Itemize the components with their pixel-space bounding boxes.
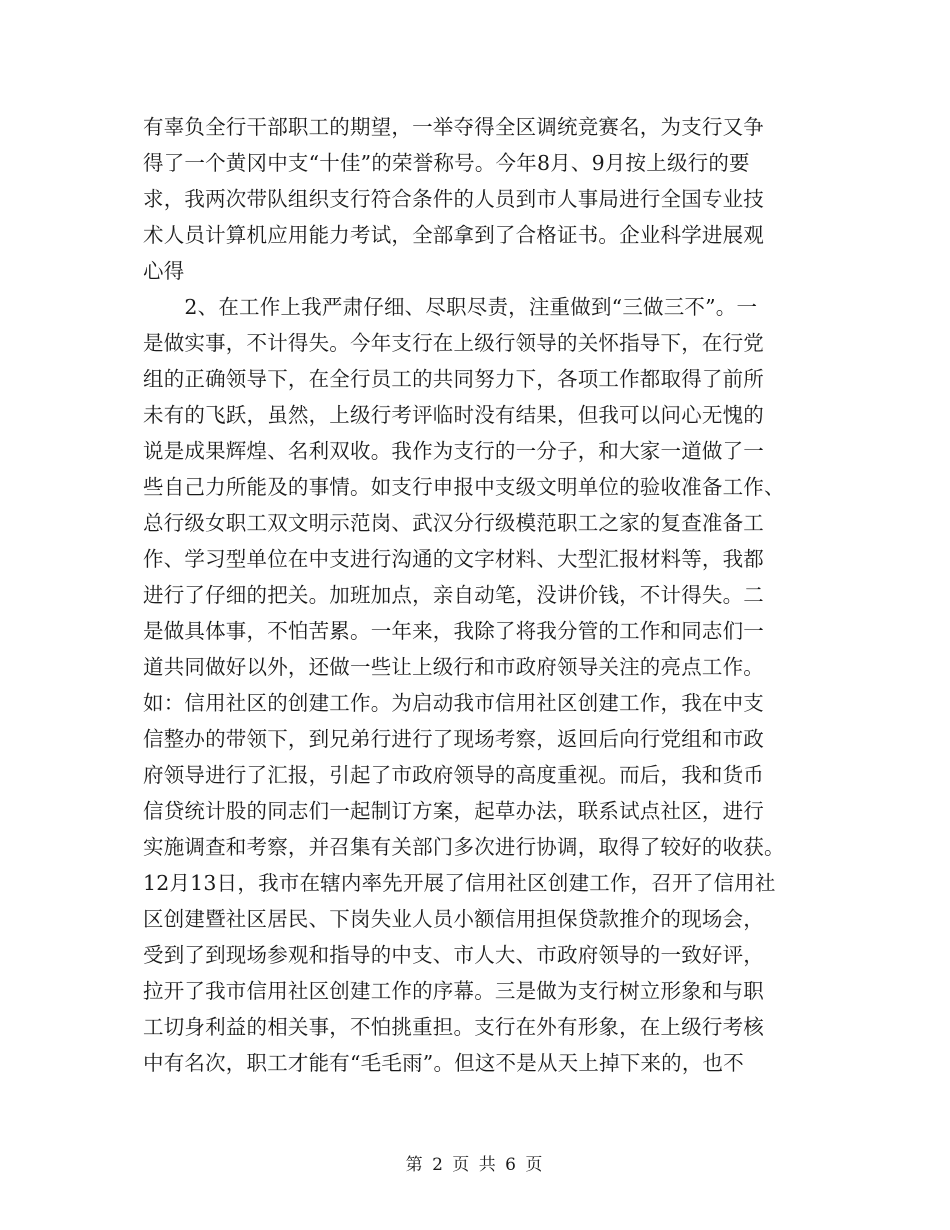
body-line: 说是成果辉煌、名利双收。我作为支行的一分子，和大家一道做了一 bbox=[143, 439, 764, 463]
body-line: 术人员计算机应用能力考试，全部拿到了合格证书。企业科学进展观 bbox=[143, 223, 764, 247]
body-line: 工切身利益的相关事，不怕挑重担。支行在外有形象，在上级行考核 bbox=[143, 1015, 764, 1039]
body-line: 是做具体事，不怕苦累。一年来，我除了将我分管的工作和同志们一 bbox=[143, 619, 764, 643]
body-line: 总行级女职工双文明示范岗、武汉分行级模范职工之家的复查准备工 bbox=[143, 511, 764, 535]
body-line: 受到了到现场参观和指导的中支、市人大、市政府领导的一致好评， bbox=[143, 943, 764, 967]
body-line: 2、在工作上我严肃仔细、尽职尽责，注重做到“三做三不”。一 bbox=[143, 295, 758, 319]
body-line: 拉开了我市信用社区创建工作的序幕。三是做为支行树立形象和与职 bbox=[143, 979, 764, 1003]
body-line: 作、学习型单位在中支进行沟通的文字材料、大型汇报材料等，我都 bbox=[143, 547, 764, 571]
body-line: 府领导进行了汇报，引起了市政府领导的高度重视。而后，我和货币 bbox=[143, 763, 764, 787]
body-line: 进行了仔细的把关。加班加点，亲自动笔，没讲价钱，不计得失。二 bbox=[143, 583, 764, 607]
body-line: 实施调查和考察，并召集有关部门多次进行协调，取得了较好的收获。 bbox=[143, 835, 785, 859]
body-line: 区创建暨社区居民、下岗失业人员小额信用担保贷款推介的现场会， bbox=[143, 907, 764, 931]
body-line: 组的正确领导下，在全行员工的共同努力下，各项工作都取得了前所 bbox=[143, 367, 764, 391]
body-line: 有辜负全行干部职工的期望，一举夺得全区调统竞赛名，为支行又争 bbox=[143, 115, 764, 139]
page-number-footer: 第 2 页 共 6 页 bbox=[405, 1155, 545, 1175]
body-line: 如：信用社区的创建工作。为启动我市信用社区创建工作，我在中支 bbox=[143, 691, 764, 715]
body-line: 心得 bbox=[143, 259, 185, 283]
body-line: 是做实事，不计得失。今年支行在上级行领导的关怀指导下，在行党 bbox=[143, 331, 764, 355]
body-line: 未有的飞跃，虽然，上级行考评临时没有结果，但我可以问心无愧的 bbox=[143, 403, 764, 427]
body-line: 求，我两次带队组织支行符合条件的人员到市人事局进行全国专业技 bbox=[143, 187, 764, 211]
body-line: 12月13日，我市在辖内率先开展了信用社区创建工作，召开了信用社 bbox=[143, 871, 776, 895]
body-line: 些自己力所能及的事情。如支行申报中支级文明单位的验收准备工作、 bbox=[143, 475, 785, 499]
body-line: 得了一个黄冈中支“十佳”的荣誉称号。今年8月、9月按上级行的要 bbox=[143, 151, 750, 175]
body-line: 信整办的带领下，到兄弟行进行了现场考察，返回后向行党组和市政 bbox=[143, 727, 764, 751]
body-line: 道共同做好以外，还做一些让上级行和市政府领导关注的亮点工作。 bbox=[143, 655, 764, 679]
body-line: 中有名次，职工才能有“毛毛雨”。但这不是从天上掉下来的，也不 bbox=[143, 1051, 744, 1075]
body-line: 信贷统计股的同志们一起制订方案，起草办法，联系试点社区，进行 bbox=[143, 799, 764, 823]
